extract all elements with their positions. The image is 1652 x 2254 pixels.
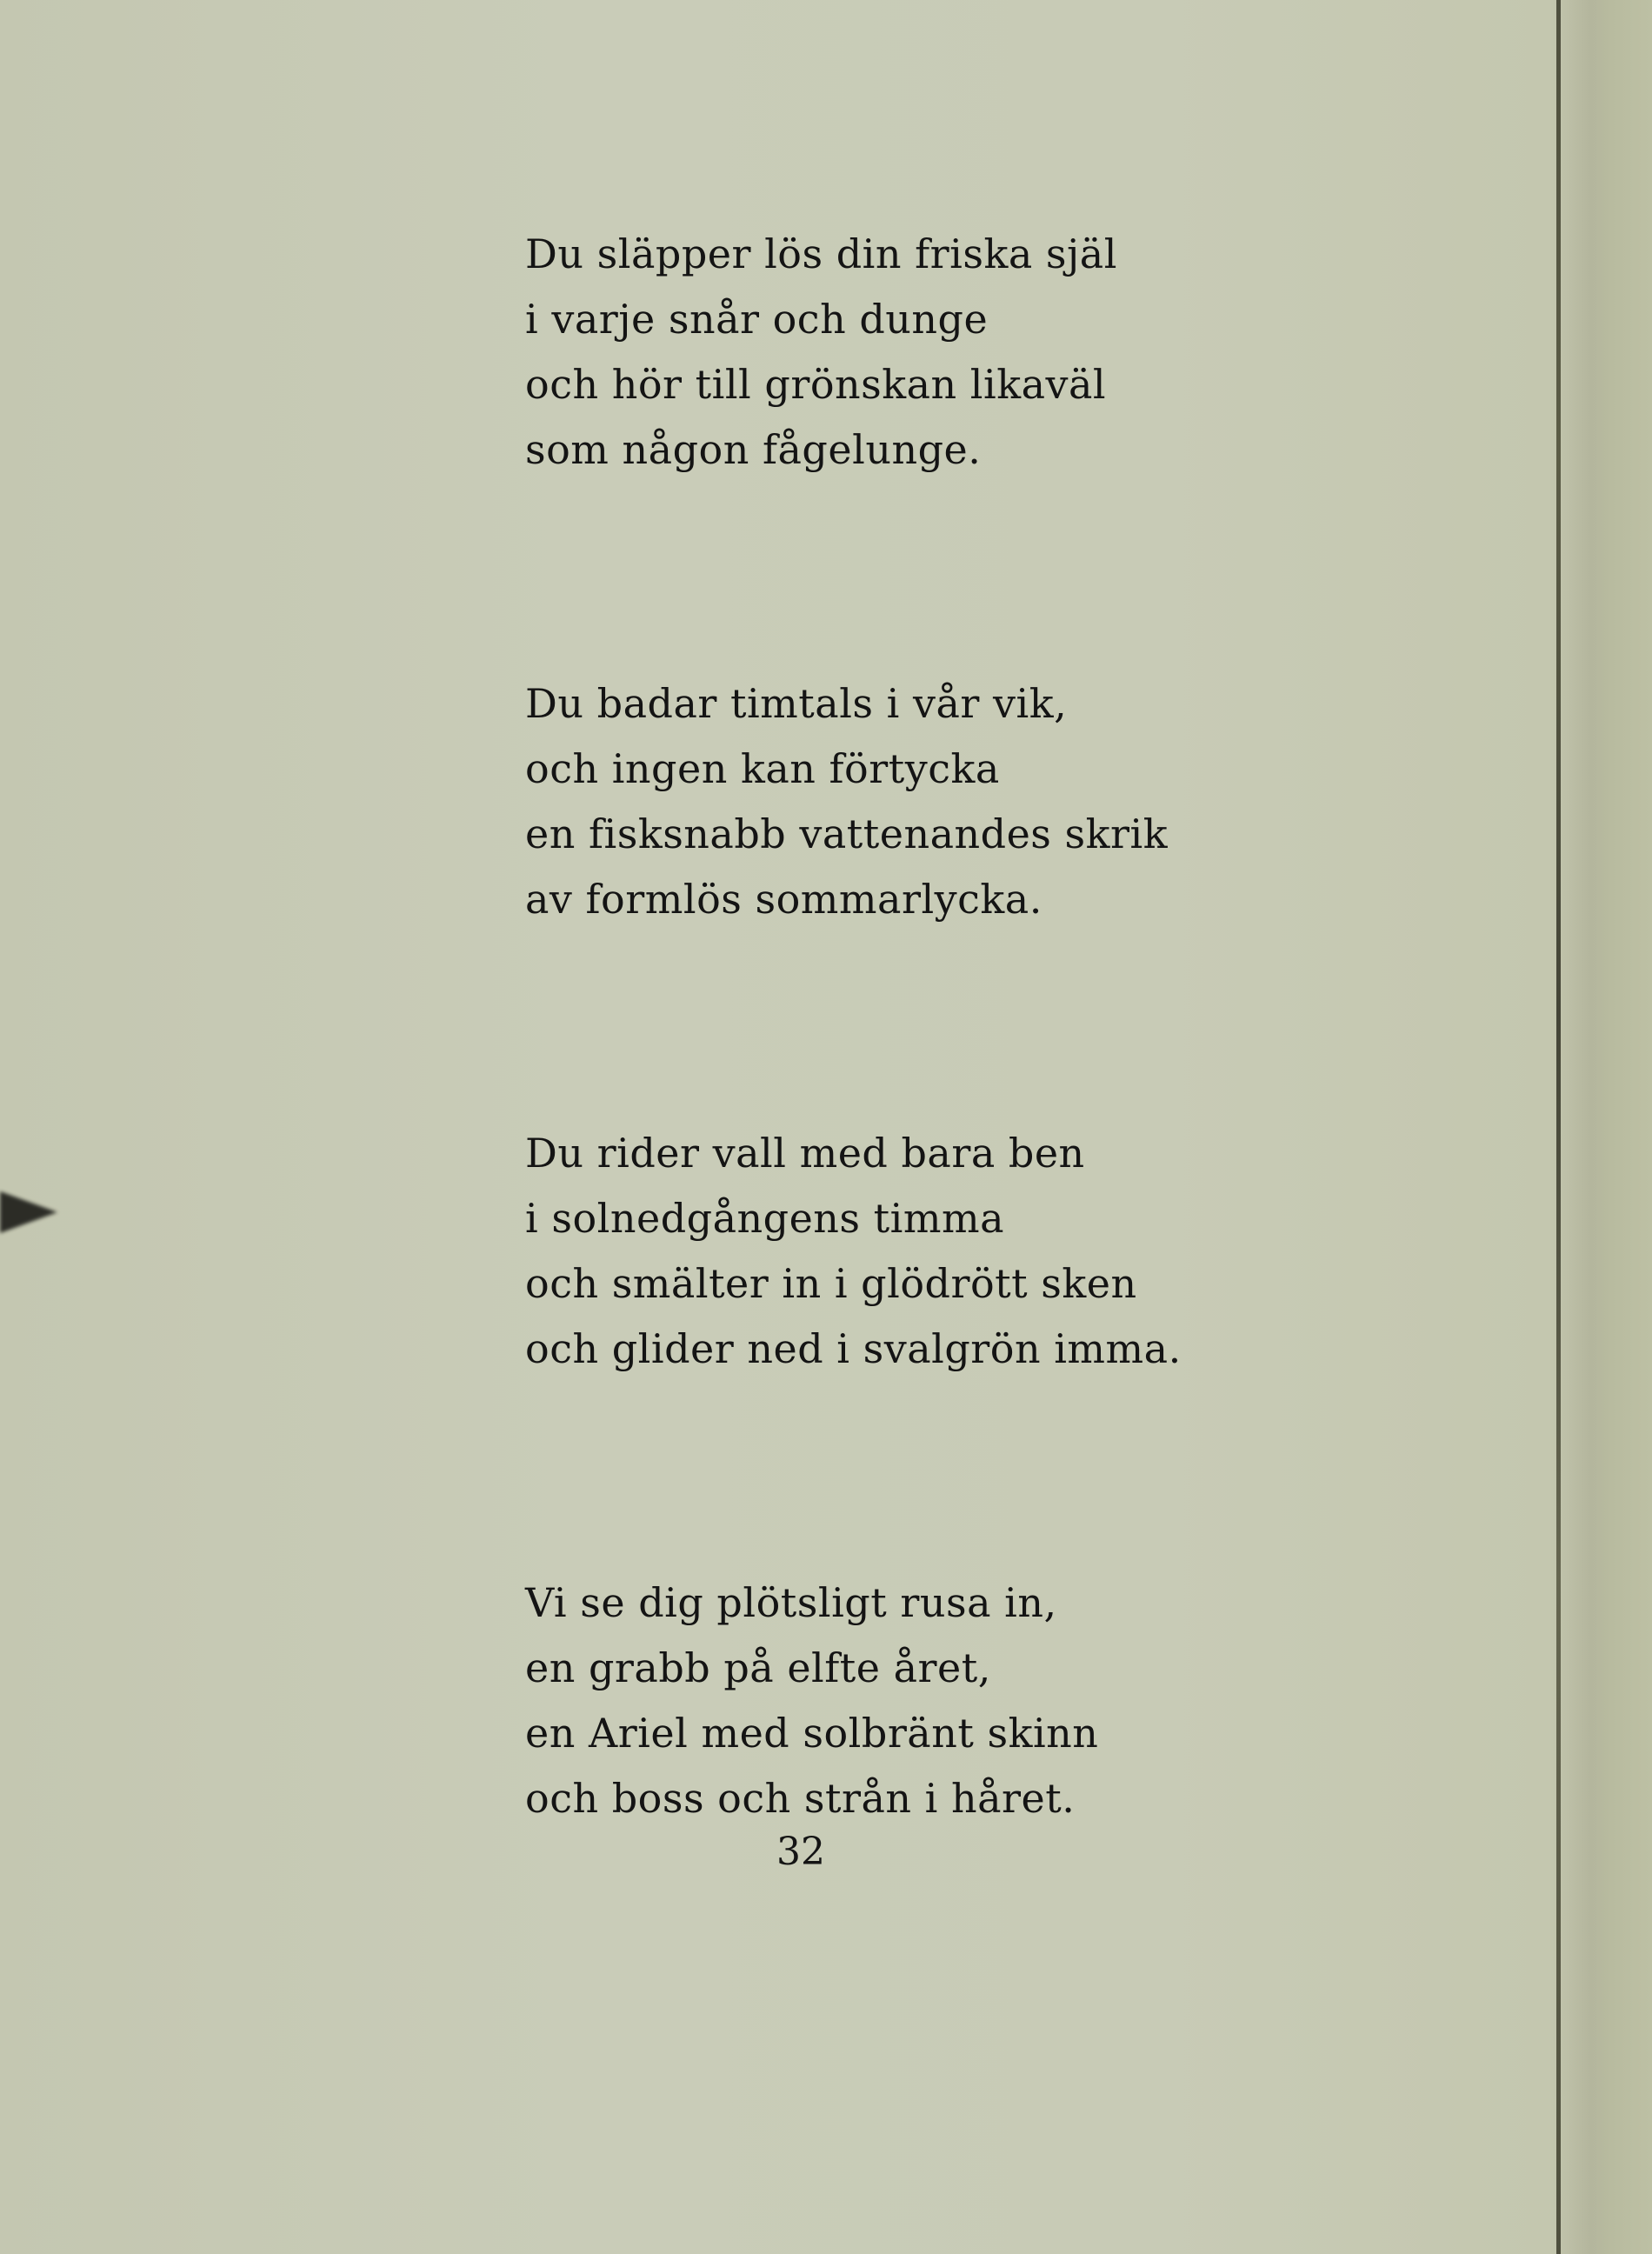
stanza-4 (525, 1570, 1186, 1831)
poem-line: och boss och strån i håret. (525, 1775, 1076, 1822)
poem (525, 222, 1186, 2020)
poem-line: och glider ned i svalgrön imma. (525, 1325, 1182, 1372)
poem-line: och hör till grönskan likaväl (525, 361, 1107, 408)
poem-line: en Ariel med solbränt skinn (525, 1710, 1099, 1757)
stanza-3 (525, 1121, 1186, 1382)
poem-line: en grabb på elfte året, (525, 1644, 991, 1691)
poem-line: Du badar timtals i vår vik, (525, 680, 1068, 727)
poem-line: i solnedgångens timma (525, 1195, 1005, 1242)
poem-line: och ingen kan förtycka (525, 745, 1000, 792)
page-edge-tab-mark (0, 1191, 57, 1233)
poem-line: av formlös sommarlycka. (525, 876, 1042, 923)
book-spine-shadow (1549, 0, 1652, 2254)
poem-line: Du släpper lös din friska själ (525, 230, 1117, 277)
poem-line: och smälter in i glödrött sken (525, 1260, 1137, 1307)
poem-line: som någon fågelunge. (525, 426, 982, 473)
stanza-1 (525, 222, 1186, 483)
poem-line: en fisksnabb vattenandes skrik (525, 810, 1169, 857)
poem-line: Du rider vall med bara ben (525, 1130, 1085, 1177)
stanza-2 (525, 671, 1186, 932)
page-number: 32 (776, 1830, 825, 1874)
poem-line: i varje snår och dunge (525, 296, 989, 343)
book-spine-edge (1556, 0, 1561, 2254)
poem-line: Vi se dig plötsligt rusa in, (525, 1579, 1057, 1626)
